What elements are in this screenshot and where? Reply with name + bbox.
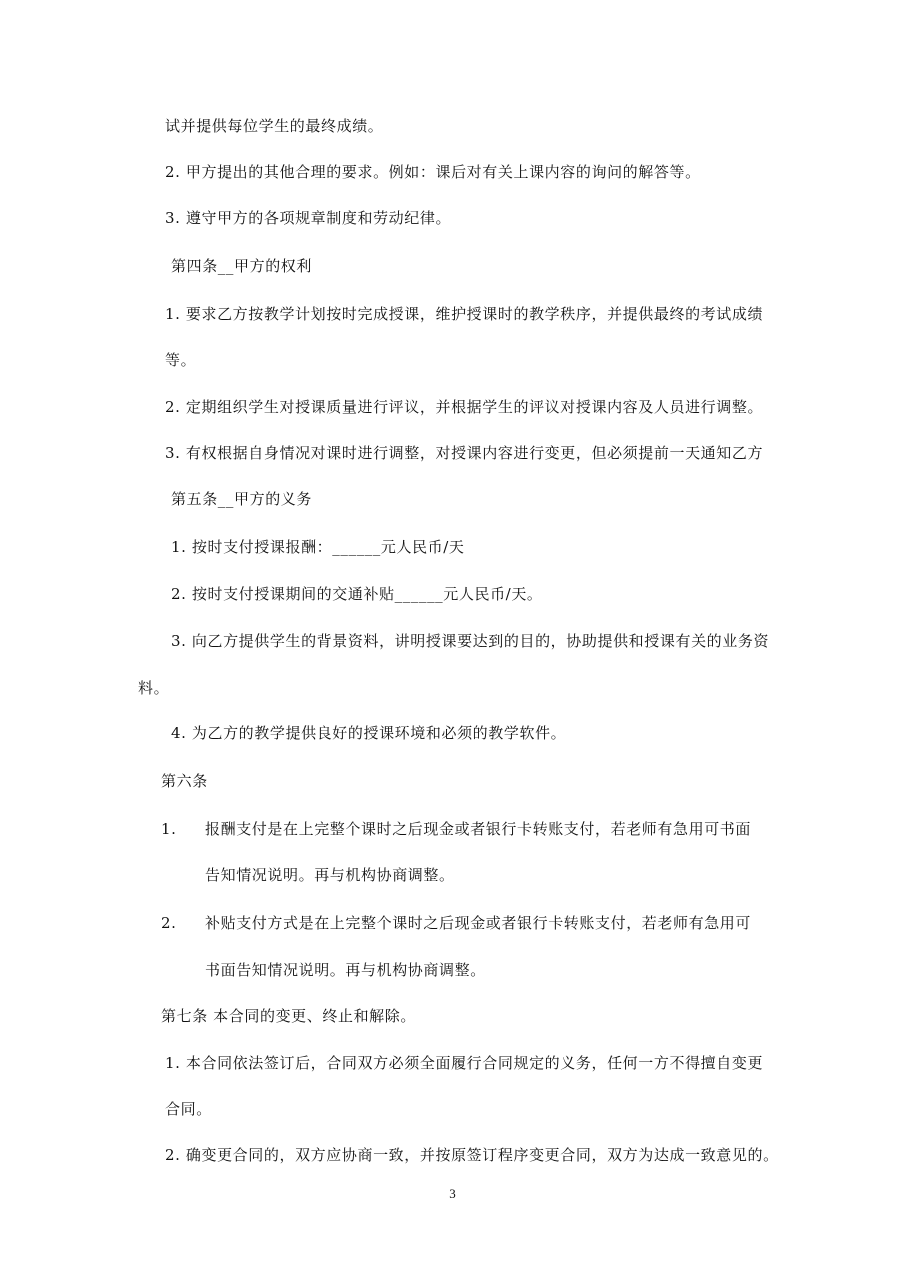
line-change-1-cont: 合同。	[165, 1100, 212, 1118]
section-heading-article-7: 第七条 本合同的变更、终止和解除。	[161, 1007, 416, 1025]
section-heading-article-4: 第四条__甲方的权利	[171, 257, 313, 275]
line-right-3: 3. 有权根据自身情况对课时进行调整，对授课内容进行变更，但必须提前一天通知乙方	[165, 444, 764, 462]
line-payment-1-cont: 告知情况说明。再与机构协商调整。	[205, 866, 455, 884]
list-number-1: 1.	[161, 820, 177, 838]
line-obligation-4: 4. 为乙方的教学提供良好的授课环境和必须的教学软件。	[171, 724, 567, 742]
line-obligation-2: 2. 按时支付授课期间的交通补贴______元人民币/天。	[171, 585, 543, 603]
line-right-2: 2. 定期组织学生对授课质量进行评议，并根据学生的评议对授课内容及人员进行调整。	[165, 398, 764, 416]
line-right-1: 1. 要求乙方按教学计划按时完成授课，维护授课时的教学秩序，并提供最终的考试成绩	[165, 305, 764, 323]
line-right-1-cont: 等。	[165, 351, 197, 369]
line-obligation-3: 3. 向乙方提供学生的背景资料，讲明授课要达到的目的，协助提供和授课有关的业务资	[171, 632, 770, 650]
line-payment-2-cont: 书面告知情况说明。再与机构协商调整。	[205, 961, 486, 979]
line-change-2: 2. 确变更合同的，双方应协商一致，并按原签订程序变更合同，双方为达成一致意见的。	[165, 1146, 779, 1164]
page-number: 3	[449, 1186, 456, 1201]
line-obligation-3-cont: 料。	[138, 679, 170, 697]
line-payment-1: 报酬支付是在上完整个课时之后现金或者银行卡转账支付，若老师有急用可书面	[205, 820, 752, 838]
line-payment-2: 补贴支付方式是在上完整个课时之后现金或者银行卡转账支付，若老师有急用可	[205, 914, 752, 932]
line-continuation-final-grades: 试并提供每位学生的最终成绩。	[165, 117, 384, 135]
line-change-1: 1. 本合同依法签订后，合同双方必须全面履行合同规定的义务，任何一方不得擅自变更	[165, 1054, 764, 1072]
line-duty-3: 3. 遵守甲方的各项规章制度和劳动纪律。	[165, 209, 452, 227]
section-heading-article-5: 第五条__甲方的义务	[171, 490, 313, 508]
list-number-2: 2.	[161, 914, 177, 932]
section-heading-article-6: 第六条	[161, 772, 208, 790]
line-duty-2: 2. 甲方提出的其他合理的要求。例如：课后对有关上课内容的询问的解答等。	[165, 163, 701, 181]
line-obligation-1: 1. 按时支付授课报酬：______元人民币/天	[171, 538, 465, 556]
